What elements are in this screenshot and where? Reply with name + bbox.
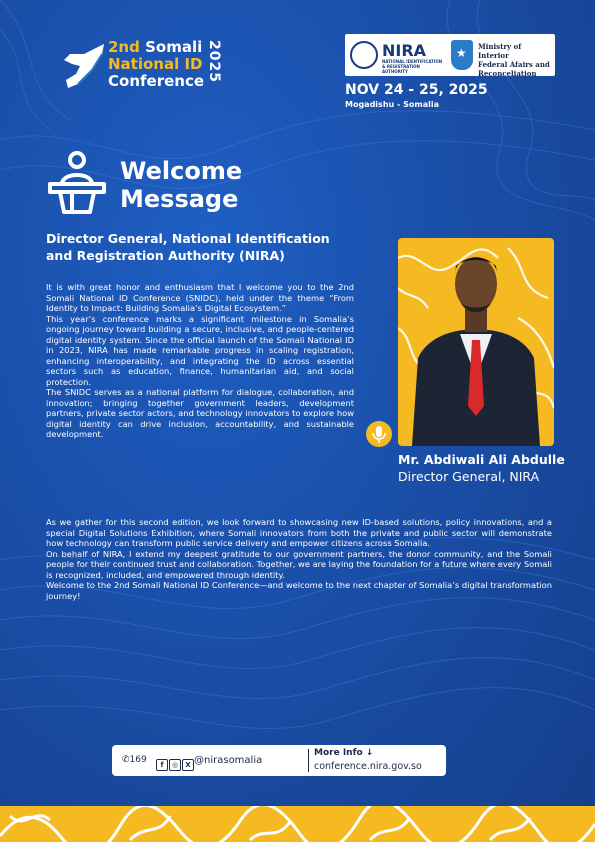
instagram-icon[interactable]: ◎ — [169, 759, 181, 771]
nira-seal-icon — [350, 41, 378, 69]
welcome-body-column — [46, 282, 354, 440]
speaker-photo — [398, 238, 554, 446]
facebook-icon[interactable]: f — [156, 759, 168, 771]
paragraph: This year’s conference marks a significant milestone in Somalia’s ongoing journey toward building a secure, inclusive, and people-centered digital identity system. Since the official launch of the Somali National ID in 2023, NIRA has made remarkable progress in scaling registration, enhancing interoperability, and integrating the ID across essential sectors such as education, finance, humanitarian aid, and social protection. — [46, 313, 354, 387]
speaker-name: Mr. Abdiwali Ali Abdulle — [398, 452, 565, 467]
ministry-emblem-icon — [451, 40, 473, 70]
somalia-map-icon — [62, 40, 106, 90]
conference-logo — [62, 38, 232, 96]
speaker-role: Director General, NIRA — [398, 469, 540, 484]
x-icon[interactable]: X — [182, 759, 194, 771]
logo-line-2: National ID — [108, 55, 203, 73]
event-location: Mogadishu - Somalia — [345, 100, 439, 109]
paragraph: Welcome to the 2nd Somali National ID Conference—and welcome to the next chapter of Somalia’s digital transformation journey! — [46, 580, 552, 601]
divider — [308, 749, 309, 772]
nira-subtitle: NATIONAL IDENTIFICATION & REGISTRATION AUTHORITY — [382, 59, 443, 74]
contact-bar — [112, 745, 446, 776]
paragraph: It is with great honor and enthusiasm that I welcome you to the 2nd Somali National ID Conference (SNIDC), held under the theme “From Identity to Impact: Building Somalia’s Digital Ecosystem.” — [46, 282, 354, 313]
phone-contact[interactable]: ✆169 — [122, 755, 147, 765]
phone-icon: ✆ — [122, 755, 130, 765]
author-position-title: Director General, National Identification and Registration Authority (NIRA) — [46, 231, 330, 263]
paragraph: The SNIDC serves as a national platform for dialogue, collaboration, and innovation; bringing together government leaders, development partners, private sector actors, and technology innovators to explore how digital identity can drive inclusion, accountability, and sustainable development. — [46, 387, 354, 439]
paragraph: As we gather for this second edition, we look forward to showcasing new ID-based solutions, policy innovations, and a special Digital Solutions Exhibition, where Somali innovators from both the private and public sector will demonstrate how technology can transform public service delivery and empower citizens across Somalia. — [46, 517, 552, 548]
social-icons — [156, 754, 195, 769]
logo-year: 2025 — [206, 40, 222, 83]
logo-line-3: Conference — [108, 72, 205, 90]
microphone-icon — [366, 421, 392, 447]
event-date: NOV 24 - 25, 2025 — [345, 82, 488, 98]
podium-speaker-icon — [44, 150, 110, 216]
bottom-pattern-band — [0, 806, 595, 842]
welcome-body-full — [46, 517, 552, 601]
welcome-title: Welcome Message — [120, 157, 243, 213]
social-handle[interactable]: @nirasomalia — [194, 755, 263, 766]
more-info-label: More Info ↓ — [314, 748, 374, 758]
ministry-name: Ministry of Interior Federal Afairs and Reconceliation — [478, 42, 550, 78]
logo-line-1: 2nd Somali — [108, 38, 203, 56]
organizer-logos — [345, 34, 555, 76]
paragraph: On behalf of NIRA, I extend my deepest gratitude to our government partners, the donor community, and the Somali people for their continued trust and collaboration. Together, we are laying the foundation for a future where every Somali is recognized, included, and empowered through identity. — [46, 548, 552, 580]
website-link[interactable]: conference.nira.gov.so — [314, 761, 422, 772]
nira-wordmark: NIRA — [382, 41, 427, 60]
